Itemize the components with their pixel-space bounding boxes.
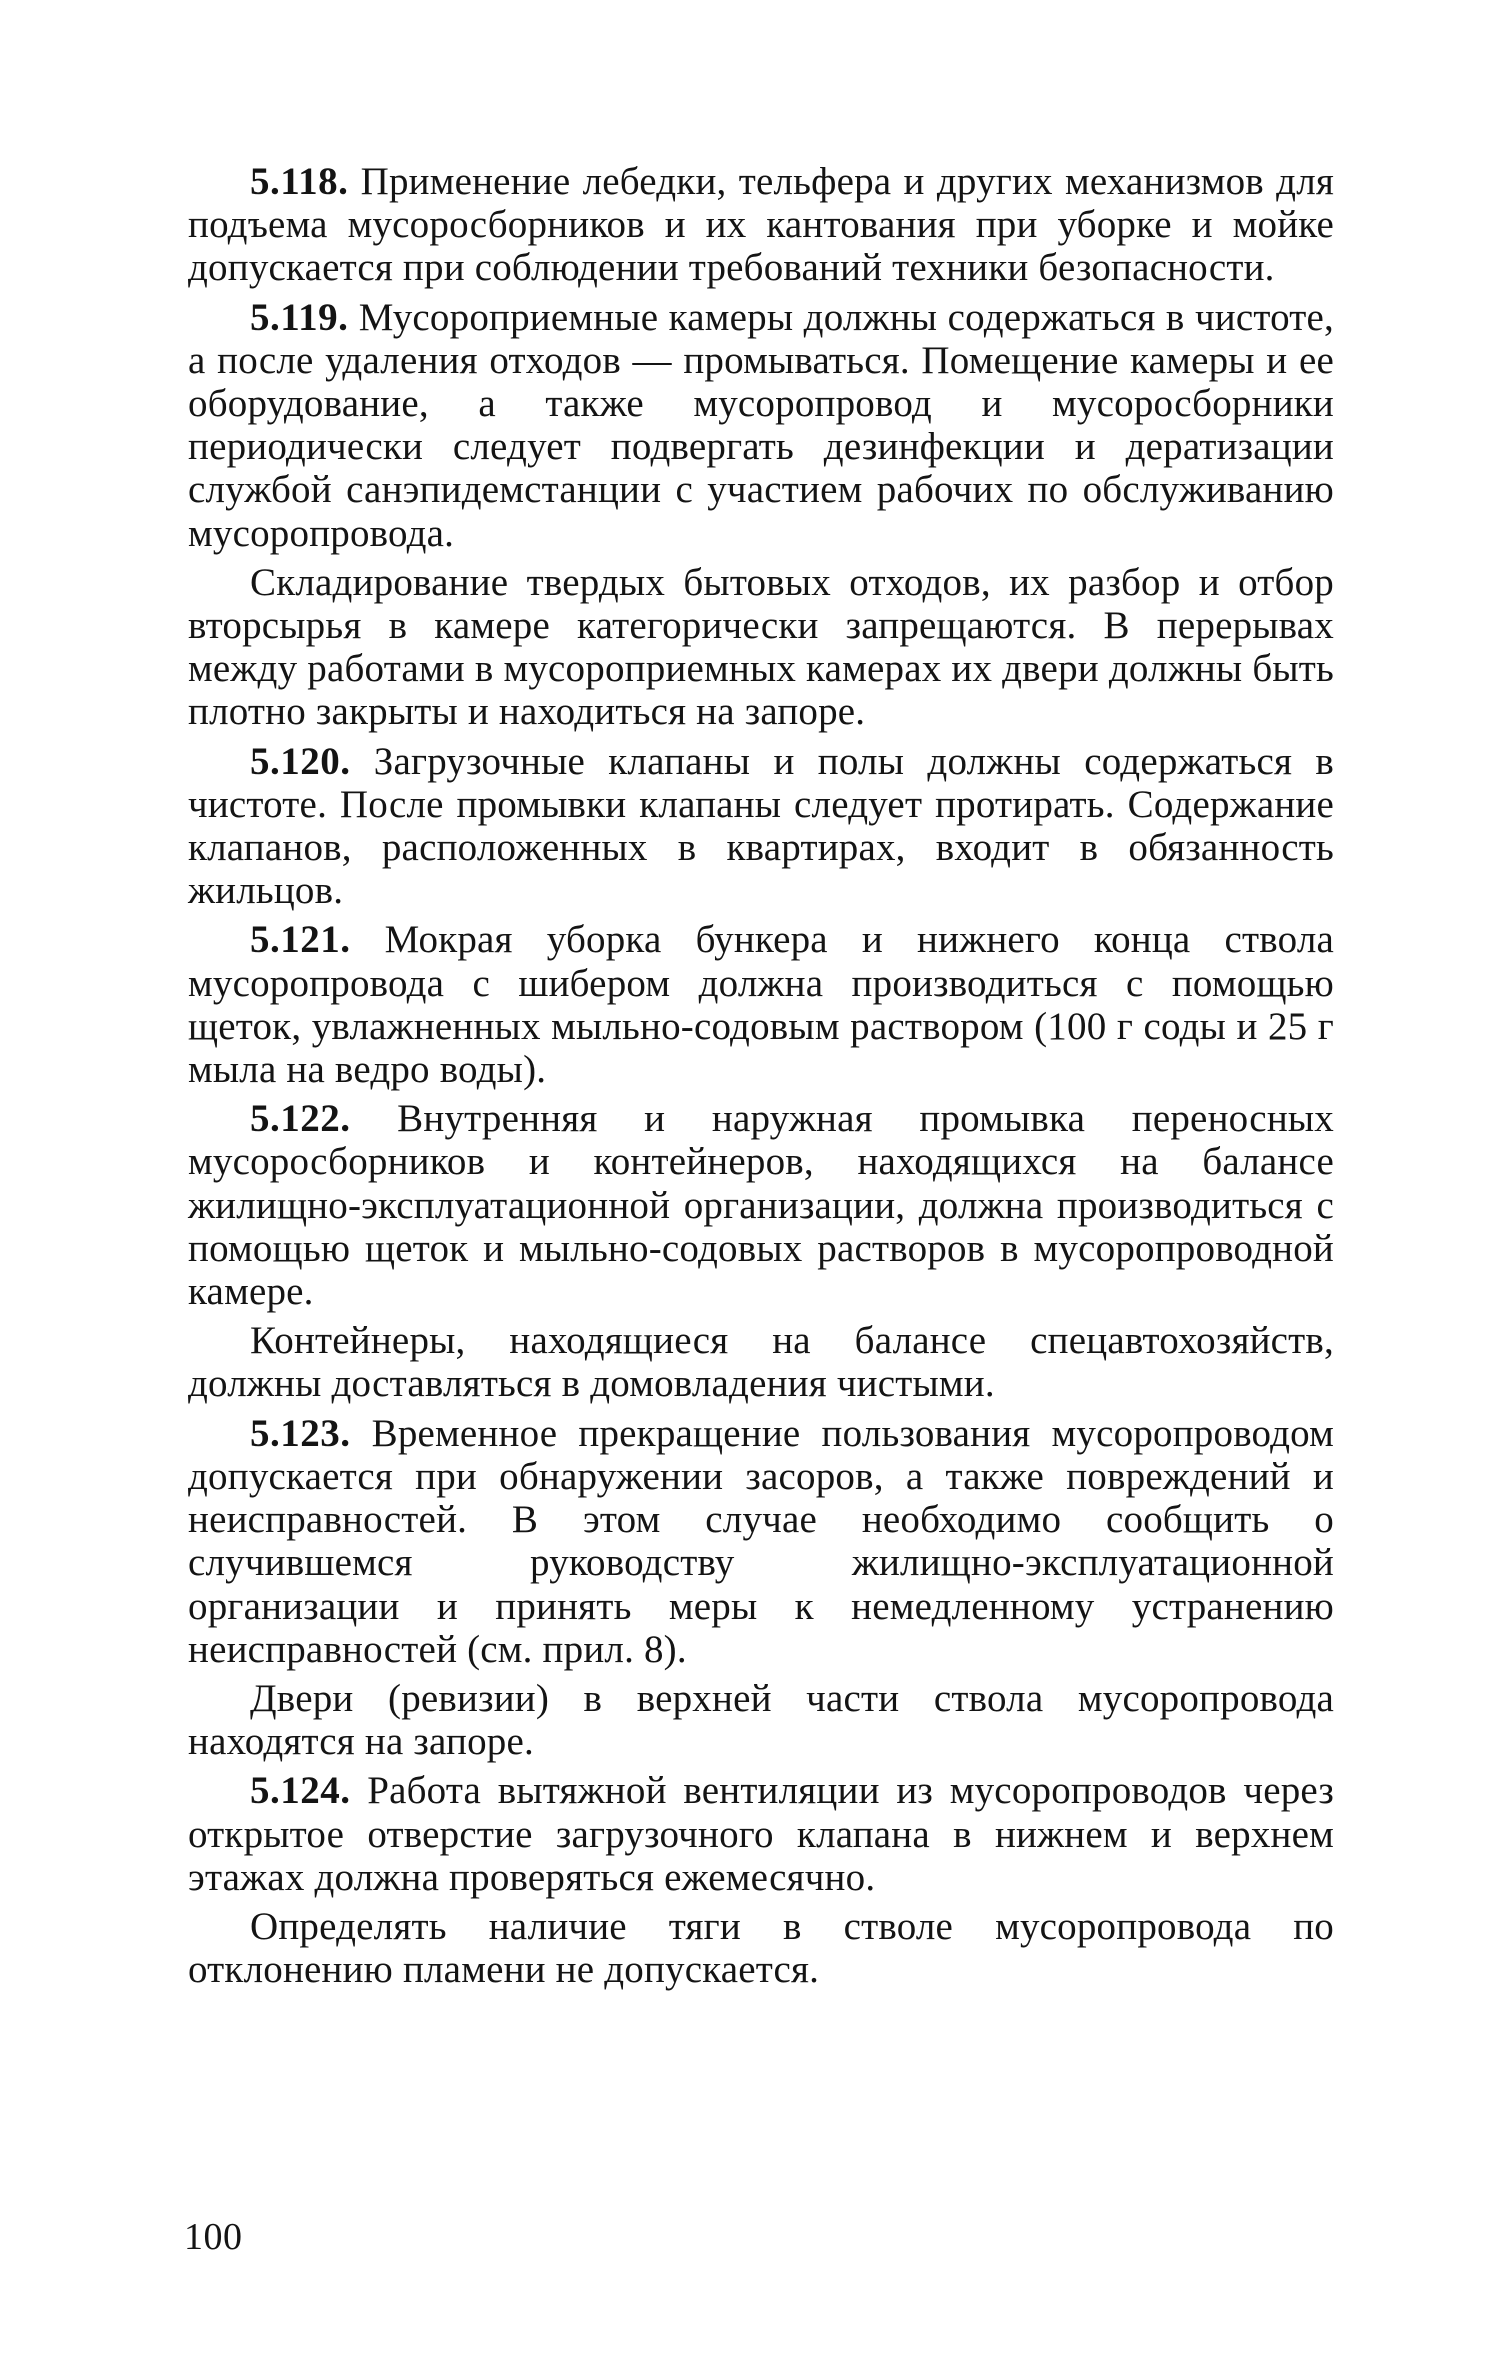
paragraph-doors	[188, 1677, 1334, 1763]
paragraph-text: Определять наличие тяги в стволе мусоропровода по отклонению пламени не допускается.	[188, 1904, 1334, 1992]
paragraph-5-123	[188, 1412, 1334, 1671]
paragraph-text: Контейнеры, находящиеся на балансе спецавтохозяйств, должны доставляться в домовладения чистыми.	[188, 1319, 1334, 1406]
paragraph-draft-check	[188, 1905, 1334, 1991]
clause-number: 5.122.	[250, 1097, 351, 1141]
paragraph-text: Мокрая уборка бункера и нижнего конца ствола мусоропровода с шибером должна производиться с помощью щеток, увлажненных мыльно-содовым раствором (100 г соды и 25 г мыла на ведро воды).	[188, 918, 1334, 1092]
paragraph-text: Применение лебедки, тельфера и других механизмов для подъема мусоросборников и их кантования при уборке и мойке допускается при соблюдении требований техники безопасности.	[188, 160, 1334, 290]
body-text	[188, 160, 1334, 1997]
paragraph-5-124	[188, 1769, 1334, 1899]
paragraph-5-120	[188, 740, 1334, 913]
paragraph-text: Мусороприемные камеры должны содержаться в чистоте, а после удаления отходов — промываться. Помещение камеры и ее оборудование, а также мусоропровод и мусоросборники периодически следует подвергать дезинфекции и дератизации службой санэпидемстанции с участием рабочих по обслуживанию мусоропровода.	[188, 295, 1334, 555]
clause-number: 5.123.	[250, 1411, 351, 1455]
clause-number: 5.124.	[250, 1769, 351, 1813]
page-number: 100	[184, 2216, 243, 2258]
paragraph-text: Складирование твердых бытовых отходов, их разбор и отбор вторсырья в камере категорически запрещаются. В перерывах между работами в мусороприемных камерах их двери должны быть плотно закрыты и находиться на запоре.	[188, 560, 1334, 734]
clause-number: 5.118.	[250, 160, 349, 203]
paragraph-5-119	[188, 296, 1334, 555]
paragraph-text: Двери (ревизии) в верхней части ствола мусоропровода находятся на запоре.	[188, 1676, 1334, 1764]
paragraph-text: Внутренняя и наружная промывка переносных мусоросборников и контейнеров, находящихся на балансе жилищно-эксплуатационной организации, должна производиться с помощью щеток и мыльно-содовых растворов в мусоропроводной камере.	[188, 1097, 1334, 1314]
paragraph-containers	[188, 1319, 1334, 1405]
paragraph-storage-prohibition	[188, 561, 1334, 734]
clause-number: 5.119.	[250, 295, 349, 339]
paragraph-text: Работа вытяжной вентиляции из мусоропроводов через открытое отверстие загрузочного клапана в нижнем и верхнем этажах должна проверяться ежемесячно.	[188, 1769, 1334, 1899]
paragraph-5-118	[188, 160, 1334, 290]
paragraph-5-122	[188, 1097, 1334, 1313]
paragraph-5-121	[188, 918, 1334, 1091]
clause-number: 5.121.	[250, 918, 351, 962]
clause-number: 5.120.	[250, 739, 351, 783]
paragraph-text: Загрузочные клапаны и полы должны содержаться в чистоте. После промывки клапаны следует протирать. Содержание клапанов, расположенных в квартирах, входит в обязанность жильцов.	[188, 739, 1334, 913]
paragraph-text: Временное прекращение пользования мусоропроводом допускается при обнаружении засоров, а также повреждений и неисправностей. В этом случае необходимо сообщить о случившемся руководству жилищно-эксплуатационной организации и принять меры к немедленному устранению неисправностей (см. прил. 8).	[188, 1411, 1334, 1671]
